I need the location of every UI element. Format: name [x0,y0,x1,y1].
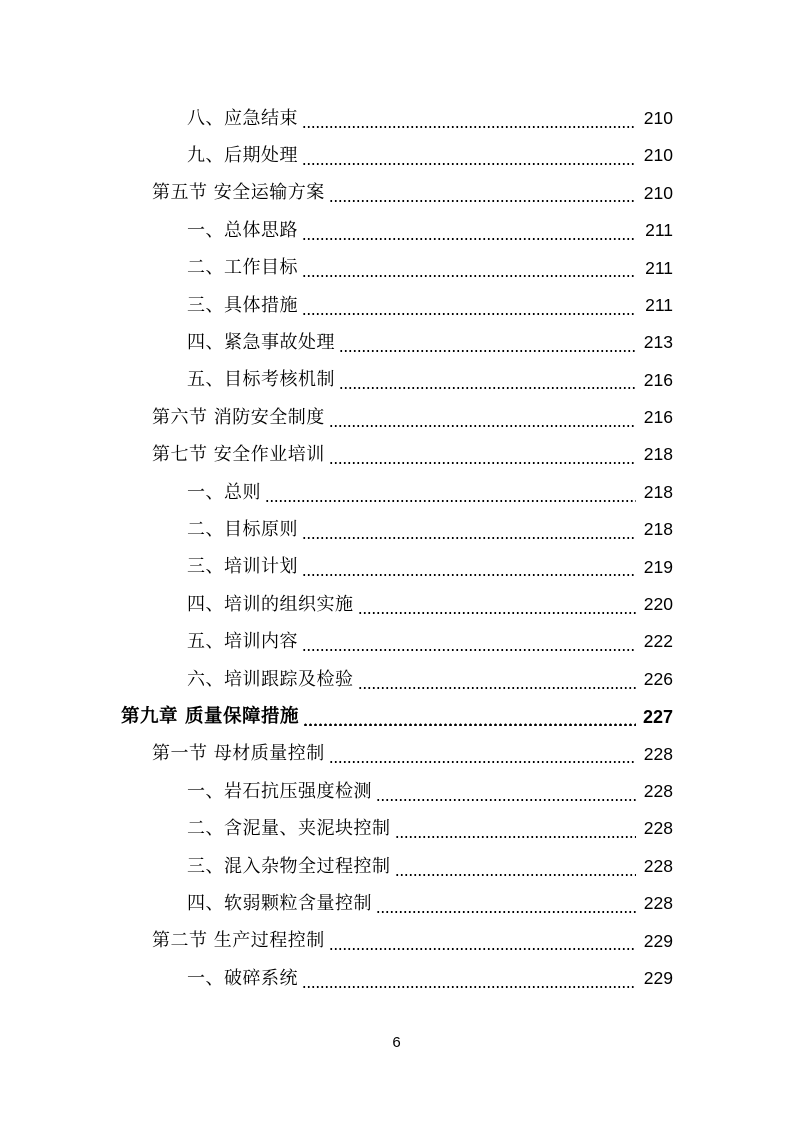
toc-entry-page: 229 [643,930,673,951]
toc-entry-page: 210 [643,182,673,203]
toc-entry[interactable] [0,287,793,324]
toc-entry-page: 210 [643,107,673,128]
dot-leader [376,783,636,801]
toc-entry[interactable] [0,250,793,287]
toc-entry-page: 210 [643,145,673,166]
dot-leader [302,297,636,315]
dot-leader [329,932,636,950]
toc-entry-label: 三、混入杂物全过程控制 [187,855,391,877]
toc-entry-page: 226 [643,668,673,689]
toc-entry-label: 一、破碎系统 [187,967,298,989]
toc-entry[interactable] [0,810,793,847]
toc-entry-label: 二、含泥量、夹泥块控制 [187,818,391,840]
dot-leader [302,259,636,277]
toc-entry-page: 228 [643,780,673,801]
dot-leader [329,184,636,202]
toc-entry-page: 229 [643,967,673,988]
dot-leader [358,596,637,614]
dot-leader [302,970,636,988]
toc-entry-label: 第九章 质量保障措施 [121,705,299,727]
toc-entry[interactable] [0,736,793,773]
toc-entry-page: 216 [643,407,673,428]
toc-entry-page: 218 [643,481,673,502]
toc-entry-label: 一、总体思路 [187,219,298,241]
dot-leader [302,521,636,539]
toc-entry[interactable] [0,175,793,212]
toc-entry-page: 228 [643,743,673,764]
dot-leader [302,222,636,240]
dot-leader [329,409,636,427]
toc-entry-page: 228 [643,893,673,914]
toc-entry[interactable] [0,848,793,885]
toc-entry-label: 二、目标原则 [187,518,298,540]
table-of-contents [0,100,793,997]
toc-entry-label: 六、培训跟踪及检验 [187,668,354,690]
toc-entry[interactable] [0,923,793,960]
toc-entry[interactable] [0,623,793,660]
toc-entry-label: 三、培训计划 [187,556,298,578]
toc-entry-page: 218 [643,519,673,540]
toc-chapter-entry[interactable] [0,698,793,735]
toc-entry-page: 218 [643,444,673,465]
toc-entry-page: 211 [645,257,673,278]
toc-entry-label: 九、后期处理 [187,145,298,167]
dot-leader [358,671,637,689]
dot-leader [339,371,636,389]
toc-entry-page: 228 [643,818,673,839]
dot-leader [395,858,637,876]
toc-entry-label: 第七节 安全作业培训 [152,444,325,466]
dot-leader [376,895,636,913]
toc-entry[interactable] [0,437,793,474]
dot-leader [302,558,636,576]
toc-entry[interactable] [0,661,793,698]
toc-entry-label: 一、总则 [187,481,261,503]
page-number: 6 [392,1034,401,1051]
toc-entry-page: 219 [643,556,673,577]
toc-entry[interactable] [0,212,793,249]
toc-entry-label: 二、工作目标 [187,257,298,279]
dot-leader [302,147,636,165]
toc-entry[interactable] [0,960,793,997]
dot-leader [339,334,636,352]
dot-leader [302,110,636,128]
toc-entry-label: 第六节 消防安全制度 [152,406,325,428]
toc-entry[interactable] [0,586,793,623]
toc-entry-label: 第二节 生产过程控制 [152,930,325,952]
toc-entry-page: 222 [643,631,673,652]
toc-entry-page: 228 [643,855,673,876]
toc-entry[interactable] [0,773,793,810]
toc-entry-page: 227 [642,706,673,727]
toc-entry-label: 三、具体措施 [187,294,298,316]
toc-entry[interactable] [0,100,793,137]
toc-entry-label: 一、岩石抗压强度检测 [187,780,372,802]
toc-entry[interactable] [0,885,793,922]
dot-leader [302,633,636,651]
toc-entry-page: 213 [643,332,673,353]
toc-entry-label: 四、培训的组织实施 [187,593,354,615]
toc-entry[interactable] [0,511,793,548]
toc-entry[interactable] [0,399,793,436]
toc-entry-label: 五、培训内容 [187,631,298,653]
dot-leader [265,484,636,502]
toc-entry-label: 四、软弱颗粒含量控制 [187,892,372,914]
toc-entry-label: 第一节 母材质量控制 [152,743,325,765]
dot-leader [395,820,637,838]
toc-entry[interactable] [0,474,793,511]
toc-entry-page: 211 [645,294,673,315]
toc-entry[interactable] [0,362,793,399]
dot-leader [329,446,636,464]
dot-leader [329,745,636,763]
dot-leader [303,708,636,726]
toc-entry[interactable] [0,137,793,174]
toc-entry-page: 216 [643,369,673,390]
toc-entry[interactable] [0,549,793,586]
toc-entry-label: 五、目标考核机制 [187,369,335,391]
toc-entry-label: 第五节 安全运输方案 [152,182,325,204]
toc-entry-page: 211 [645,220,673,241]
toc-entry[interactable] [0,324,793,361]
toc-entry-label: 八、应急结束 [187,107,298,129]
toc-entry-page: 220 [643,594,673,615]
toc-entry-label: 四、紧急事故处理 [187,332,335,354]
